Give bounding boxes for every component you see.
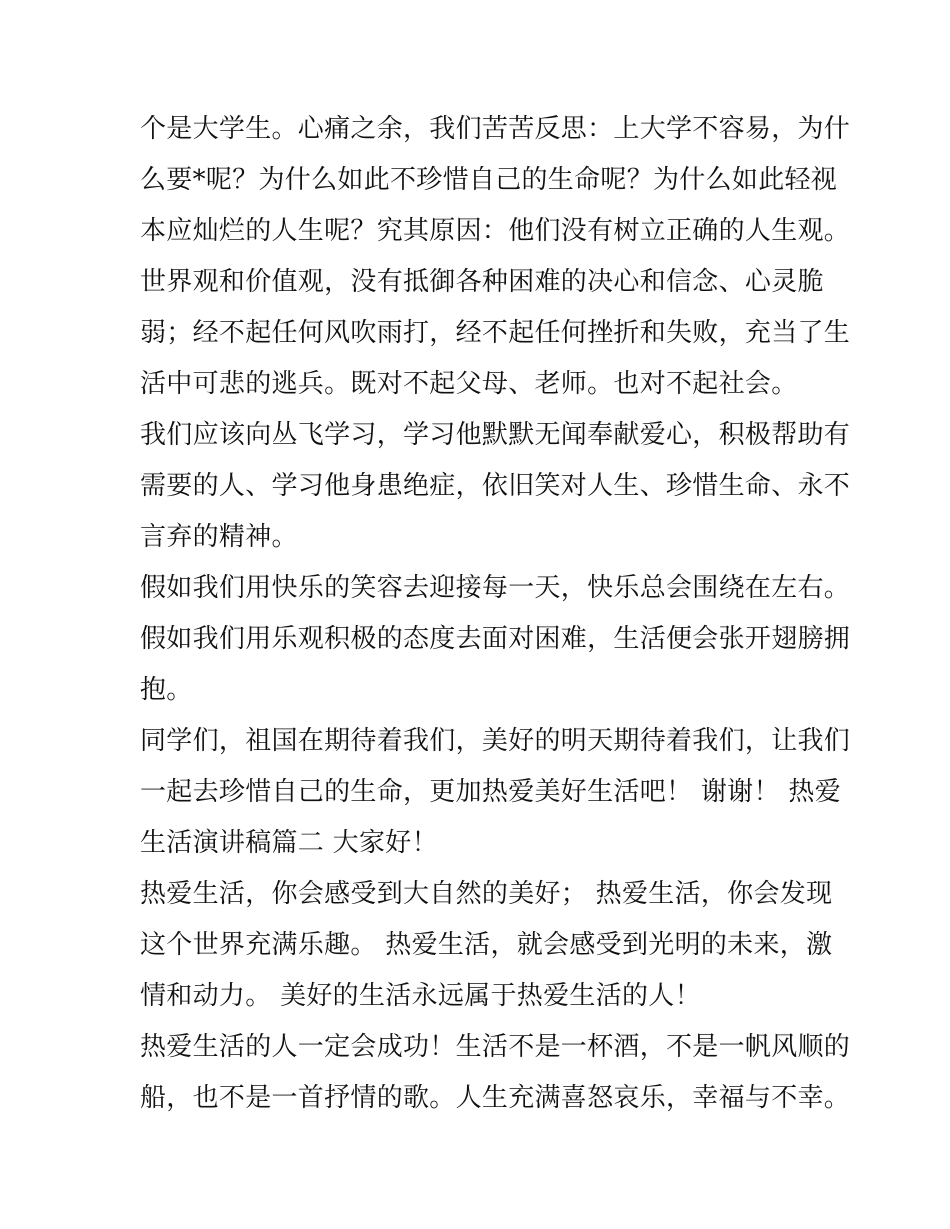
text-line: 情和动力。 美好的生活永远属于热爱生活的人！ — [140, 981, 701, 1011]
text-line: 热爱生活，你会感受到大自然的美好； 热爱生活，你会发现 — [140, 879, 833, 909]
text-line: 么要*呢？为什么如此不珍惜自己的生命呢？为什么如此轻视 — [140, 165, 838, 195]
text-line: 言弃的精神。 — [140, 522, 298, 552]
text-line: 弱；经不起任何风吹雨打，经不起任何挫折和失败，充当了生 — [140, 318, 851, 348]
text-line: 假如我们用乐观积极的态度去面对困难，生活便会张开翅膀拥 — [140, 624, 851, 654]
text-line: 这个世界充满乐趣。 热爱生活，就会感受到光明的未来，激 — [140, 930, 833, 960]
text-line: 船，也不是一首抒情的歌。人生充满喜怒哀乐，幸福与不幸。 — [140, 1083, 851, 1113]
text-line: 需要的人、学习他身患绝症，依旧笑对人生、珍惜生命、永不 — [140, 471, 851, 501]
text-line: 热爱生活的人一定会成功！生活不是一杯酒，不是一帆风顺的 — [140, 1032, 851, 1062]
text-line: 世界观和价值观，没有抵御各种困难的决心和信念、心灵脆 — [140, 267, 824, 297]
text-line: 生活演讲稿篇二 大家好！ — [140, 828, 438, 858]
text-line: 抱。 — [140, 675, 193, 705]
text-line: 一起去珍惜自己的生命，更加热爱美好生活吧！ 谢谢！ 热爱 — [140, 777, 841, 807]
text-line: 我们应该向丛飞学习，学习他默默无闻奉献爱心，积极帮助有 — [140, 420, 851, 450]
text-line: 假如我们用快乐的笑容去迎接每一天，快乐总会围绕在左右。 — [140, 573, 851, 603]
text-line: 同学们，祖国在期待着我们，美好的明天期待着我们，让我们 — [140, 726, 851, 756]
text-line: 活中可悲的逃兵。既对不起父母、老师。也对不起社会。 — [140, 369, 798, 399]
text-line: 本应灿烂的人生呢？究其原因：他们没有树立正确的人生观。 — [140, 216, 851, 246]
text-line: 个是大学生。心痛之余，我们苦苦反思：上大学不容易，为什 — [140, 114, 851, 144]
body-text — [140, 104, 851, 1124]
